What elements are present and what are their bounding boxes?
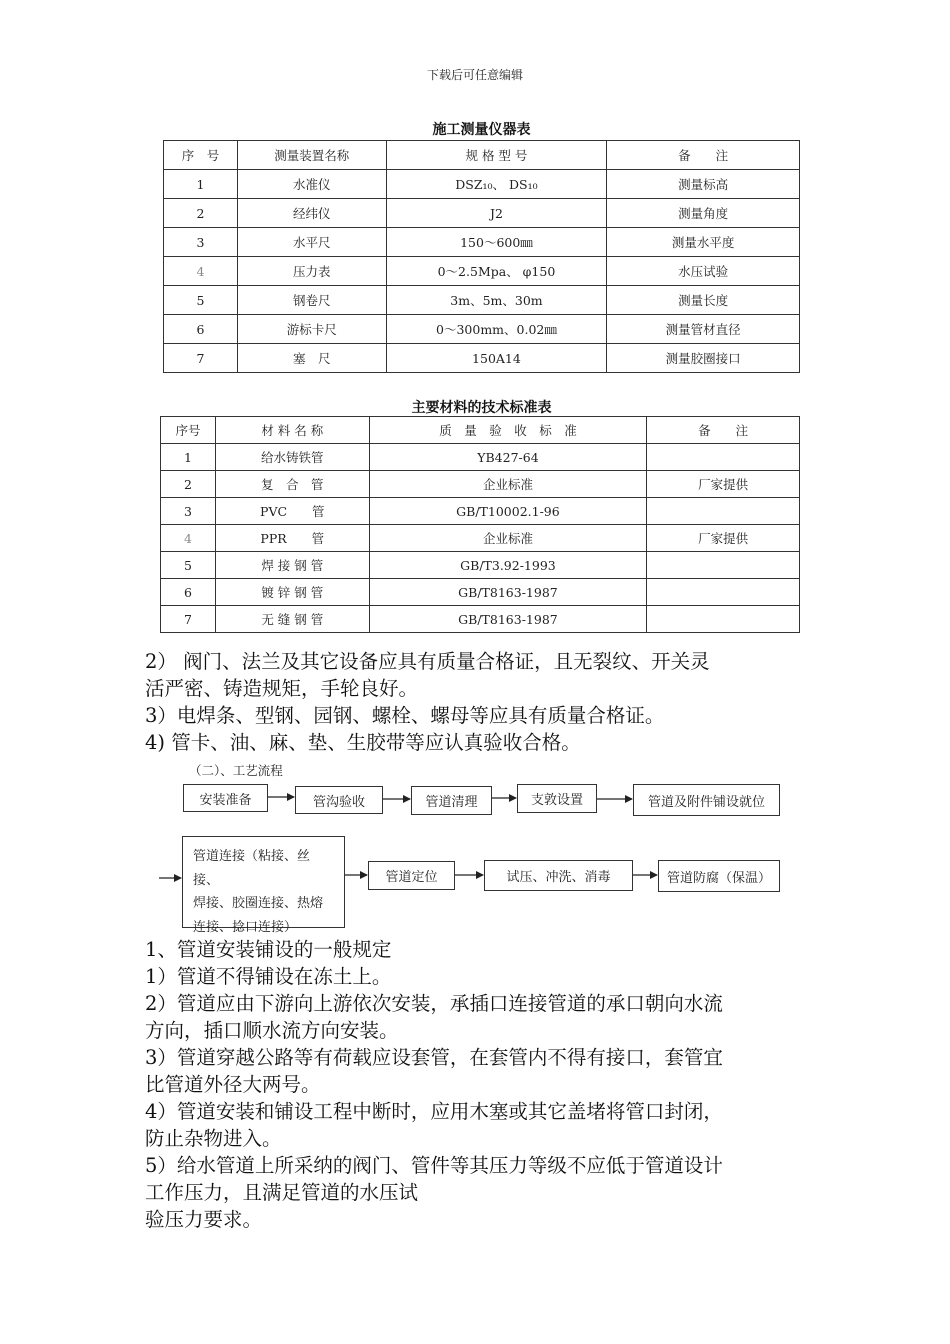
cell-note: 测量标高 xyxy=(607,170,800,199)
page-header: 下载后可任意编辑 xyxy=(426,68,523,82)
cell-name: 无 缝 钢 管 xyxy=(215,606,369,633)
cell-note: 测量水平度 xyxy=(607,228,800,257)
cell-no: 5 xyxy=(164,286,238,315)
cell-no: 4 xyxy=(164,257,238,286)
flow-step-pipe-laying: 管道及附件铺设就位 xyxy=(633,784,780,816)
instrument-table-title: 施工测量仪器表 xyxy=(432,122,531,138)
cell-spec: 3m、5m、30m xyxy=(386,286,607,315)
text-line: 2）管道应由下游向上游依次安装，承插口连接管道的承口朝向水流 xyxy=(145,992,723,1015)
text-line: 管道连接（粘接、丝接、 xyxy=(193,849,311,888)
column-header: 备 注 xyxy=(607,141,800,170)
cell-note: 测量胶圈接口 xyxy=(607,344,800,373)
cell-no: 6 xyxy=(164,315,238,344)
cell-note: 厂家提供 xyxy=(647,525,800,552)
cell-no: 4 xyxy=(161,525,216,552)
cell-name: 经纬仪 xyxy=(237,199,386,228)
text-line: 比管道外径大两号。 xyxy=(145,1073,321,1096)
column-header: 规 格 型 号 xyxy=(386,141,607,170)
cell-name: 游标卡尺 xyxy=(237,315,386,344)
cell-name: PVC 管 xyxy=(215,498,369,525)
text-line: 焊接、胶圈连接、热熔 xyxy=(193,896,324,911)
flow-step-pipe-positioning: 管道定位 xyxy=(368,861,455,890)
text-line: 4）管道安装和铺设工程中断时，应用木塞或其它盖堵将管口封闭， xyxy=(145,1100,723,1123)
column-header: 测量装置名称 xyxy=(237,141,386,170)
text-line: 3）电焊条、型钢、园钢、螺栓、螺母等应具有质量合格证。 xyxy=(145,704,665,727)
flow-step-pipe-cleaning: 管道清理 xyxy=(411,786,492,815)
flow-step-pressure-test: 试压、冲洗、消毒 xyxy=(484,860,633,891)
cell-spec: 0～300mm、0.02㎜ xyxy=(386,315,607,344)
cell-name: 焊 接 钢 管 xyxy=(215,552,369,579)
cell-no: 6 xyxy=(161,579,216,606)
cell-spec: 150A14 xyxy=(386,344,607,373)
cell-name: 镀 锌 钢 管 xyxy=(215,579,369,606)
flow-title: （二）、工艺流程 xyxy=(189,763,283,778)
flow-step-install-prep: 安装准备 xyxy=(183,784,268,812)
column-header: 序号 xyxy=(161,417,216,444)
text-line: 4) 管卡、油、麻、垫、生胶带等应认真验收合格。 xyxy=(145,731,581,754)
cell-standard: GB/T3.92-1993 xyxy=(369,552,647,579)
cell-note: 厂家提供 xyxy=(647,471,800,498)
flow-step-support-setup: 支敦设置 xyxy=(517,784,597,813)
cell-name: 压力表 xyxy=(237,257,386,286)
text-line: 防止杂物进入。 xyxy=(145,1127,282,1150)
cell-standard: 企业标准 xyxy=(369,525,647,552)
cell-no: 1 xyxy=(164,170,238,199)
cell-standard: GB/T8163-1987 xyxy=(369,606,647,633)
cell-no: 2 xyxy=(164,199,238,228)
cell-name: 塞 尺 xyxy=(237,344,386,373)
column-header: 备 注 xyxy=(647,417,800,444)
flow-step-trench-acceptance: 管沟验收 xyxy=(295,786,383,814)
cell-note: 测量长度 xyxy=(607,286,800,315)
column-header: 材 料 名 称 xyxy=(215,417,369,444)
cell-spec: J2 xyxy=(386,199,607,228)
cell-note: 测量角度 xyxy=(607,199,800,228)
cell-spec: 150～600㎜ xyxy=(386,228,607,257)
cell-no: 2 xyxy=(161,471,216,498)
material-table-title: 主要材料的技术标准表 xyxy=(411,400,552,416)
flow-step-anticorrosion: 管道防腐（保温） xyxy=(658,860,780,892)
text-line: 1）管道不得铺设在冻土上。 xyxy=(145,965,392,988)
cell-no: 7 xyxy=(161,606,216,633)
cell-name: 给水铸铁管 xyxy=(215,444,369,471)
text-line: 活严密、铸造规矩，手轮良好。 xyxy=(145,677,419,700)
text-line: 3）管道穿越公路等有荷载应设套管，在套管内不得有接口，套管宜 xyxy=(145,1046,723,1069)
cell-name: 水平尺 xyxy=(237,228,386,257)
cell-name: PPR 管 xyxy=(215,525,369,552)
text-line: 5）给水管道上所采纳的阀门、管件等其压力等级不应低于管道设计 xyxy=(145,1154,723,1177)
cell-no: 3 xyxy=(161,498,216,525)
cell-no: 5 xyxy=(161,552,216,579)
text-line: 连接、捻口连接） xyxy=(193,919,298,935)
cell-spec: DSZ₁₀、 DS₁₀ xyxy=(386,170,607,199)
text-line: 2） 阀门、法兰及其它设备应具有质量合格证，且无裂纹、开关灵 xyxy=(145,650,710,673)
cell-name: 钢卷尺 xyxy=(237,286,386,315)
text-line: 验压力要求。 xyxy=(145,1208,263,1231)
cell-spec: 0～2.5Mpa、 φ150 xyxy=(386,257,607,286)
cell-no: 1 xyxy=(161,444,216,471)
installation-rules xyxy=(145,936,813,1233)
cell-standard: GB/T10002.1-96 xyxy=(369,498,647,525)
cell-name: 复 合 管 xyxy=(215,471,369,498)
text-line: 方向，插口顺水流方向安装。 xyxy=(145,1019,399,1042)
cell-name: 水准仪 xyxy=(237,170,386,199)
cell-no: 3 xyxy=(164,228,238,257)
cell-note: 测量管材直径 xyxy=(607,315,800,344)
column-header: 质 量 验 收 标 准 xyxy=(369,417,647,444)
flow-step-pipe-connection xyxy=(182,836,345,935)
cell-standard: GB/T8163-1987 xyxy=(369,579,647,606)
section-heading: 1、管道安装铺设的一般规定 xyxy=(145,938,392,961)
cell-standard: YB427-64 xyxy=(369,444,647,471)
cell-standard: 企业标准 xyxy=(369,471,647,498)
cell-no: 7 xyxy=(164,344,238,373)
text-line: 工作压力，且满足管道的水压试 xyxy=(145,1181,419,1204)
column-header: 序 号 xyxy=(164,141,238,170)
cell-note: 水压试验 xyxy=(607,257,800,286)
